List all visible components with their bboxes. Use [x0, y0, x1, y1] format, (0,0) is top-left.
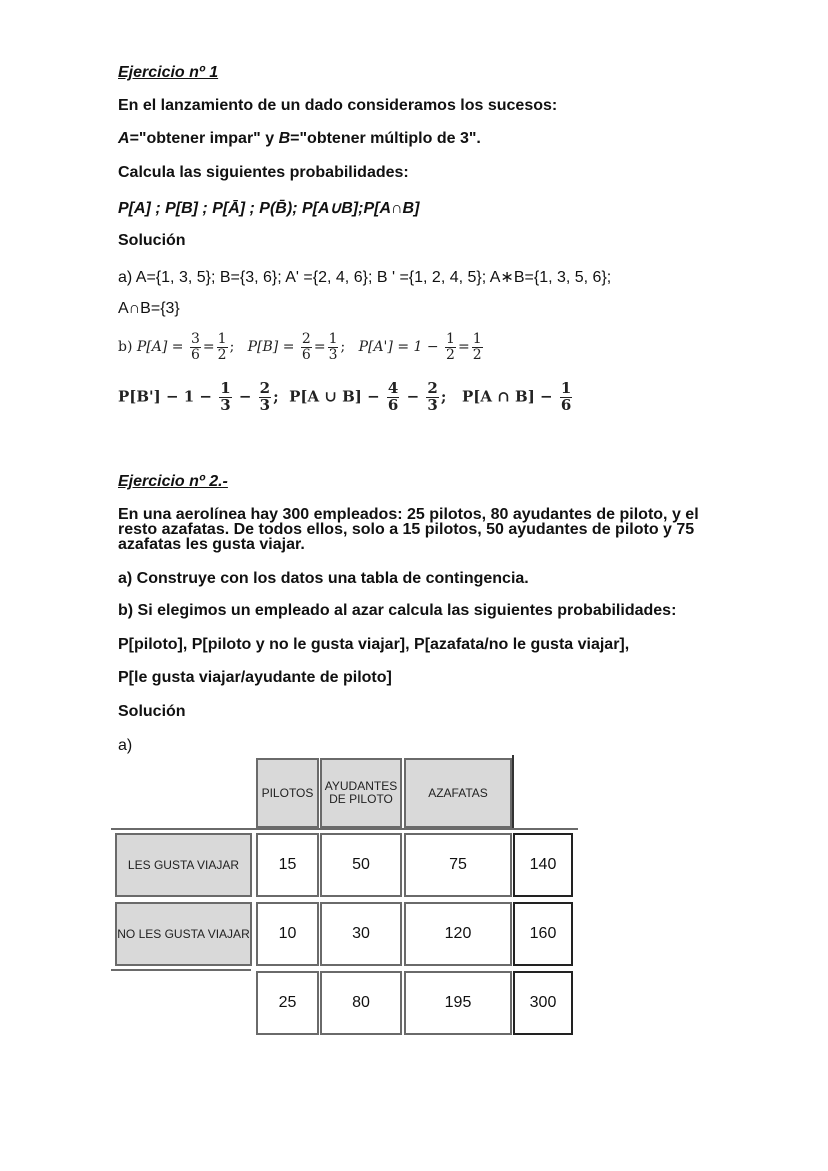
table-cell: 15: [256, 833, 319, 897]
table-divider: [111, 828, 578, 830]
exercise-1-solution-b-line1: b) P[A] = $\frac{3}{6}$ = $\frac{1}{2}$ ; P[B] = $\frac{2}{6}$ = $\frac{1}{3}$ ; P[A'] = 1 − $\frac{1}{2}$ = $\frac{1}{2}$: [118, 331, 482, 363]
p-b-complement-label: P[B'] − 1 −: [118, 387, 212, 406]
table-cell: 30: [320, 902, 402, 966]
fraction: $\frac{1}{2}$: [217, 331, 227, 363]
column-total: 195: [404, 971, 512, 1035]
table-divider: [512, 755, 514, 828]
exercise-2-statement: En una aerolínea hay 300 empleados: 25 pilotos, 80 ayudantes de piloto, y el resto azafatas. De todos ellos, solo a 15 pilotos, 50 ayudantes de piloto y 75 azafatas les gusta viajar.: [118, 506, 699, 553]
column-header-pilotos: PILOTOS: [256, 758, 319, 828]
exercise-2-part-a: a) Construye con los datos una tabla de contingencia.: [118, 570, 529, 587]
exercise-1-solution-label: Solución: [118, 232, 186, 249]
event-b-definition: ="obtener múltiplo de 3".: [290, 130, 481, 147]
p-a-complement-label: P[A'] = 1 −: [358, 339, 439, 356]
grand-total: 300: [513, 971, 573, 1035]
fraction: $\frac{1}{3}$: [328, 331, 338, 363]
fraction: $\frac{2}{3}$: [259, 379, 271, 414]
p-intersection-label: P[A ∩ B] −: [462, 387, 553, 406]
p-b-label: P[B] =: [247, 339, 295, 356]
column-header-ayudantes: AYUDANTES DE PILOTO: [320, 758, 402, 828]
exercise-1-probabilities: P[A] ; P[B] ; P[Ā] ; P(B̄); P[A∪B];P[A∩B]: [118, 200, 420, 217]
exercise-2-part-b: b) Si elegimos un empleado al azar calcula las siguientes probabilidades:: [118, 602, 677, 619]
table-cell: 120: [404, 902, 512, 966]
column-total: 80: [320, 971, 402, 1035]
fraction: $\frac{4}{6}$: [387, 379, 399, 414]
p-a-label: P[A] =: [136, 339, 184, 356]
table-cell: 10: [256, 902, 319, 966]
row-total: 140: [513, 833, 573, 897]
fraction: $\frac{1}{3}$: [220, 379, 231, 414]
fraction: $\frac{1}{2}$: [472, 331, 482, 363]
exercise-1-intro: En el lanzamiento de un dado consideramos los sucesos:: [118, 97, 558, 114]
event-b-label: B: [278, 130, 291, 147]
row-total: 160: [513, 902, 573, 966]
exercise-2-solution-label: Solución: [118, 703, 186, 720]
table-cell: 75: [404, 833, 512, 897]
exercise-1-ask: Calcula las siguientes probabilidades:: [118, 164, 409, 181]
exercise-1-solution-a-line2: A∩B={3}: [118, 300, 180, 317]
fraction: $\frac{3}{6}$: [190, 331, 200, 363]
exercise-2-solution-a-label: a): [118, 737, 133, 754]
table-cell: 50: [320, 833, 402, 897]
row-header-les-gusta: LES GUSTA VIAJAR: [115, 833, 252, 897]
exercise-1-solution-b-line2: P[B'] − 1 − $\frac{1}{3}$ − $\frac{2}{3}$ ; P[A ∪ B] − $\frac{4}{6}$ − $\frac{2}{3}$ ; P[A ∩ B] − $\frac{1}{6}$: [118, 379, 572, 414]
column-total: 25: [256, 971, 319, 1035]
row-header-no-les-gusta: NO LES GUSTA VIAJAR: [115, 902, 252, 966]
exercise-2-probabilities-line2: P[le gusta viajar/ayudante de piloto]: [118, 669, 392, 686]
p-union-label: P[A ∪ B] −: [289, 387, 380, 406]
fraction: $\frac{1}{6}$: [560, 379, 572, 414]
exercise-1-events: [118, 130, 481, 148]
fraction: $\frac{1}{2}$: [446, 331, 455, 363]
table-divider: [111, 969, 251, 971]
event-a-label: A: [118, 130, 130, 147]
event-a-definition: ="obtener impar" y: [129, 130, 279, 147]
exercise-2-probabilities-line1: P[piloto], P[piloto y no le gusta viajar], P[azafata/no le gusta viajar],: [118, 636, 630, 653]
exercise-2-title: Ejercicio nº 2.-: [118, 473, 228, 490]
exercise-1-title: Ejercicio nº 1: [118, 64, 219, 81]
fraction: $\frac{2}{3}$: [427, 379, 438, 414]
fraction: $\frac{2}{6}$: [301, 331, 311, 363]
solution-b-prefix: b): [118, 339, 133, 356]
exercise-1-solution-a-line1: a) A={1, 3, 5}; B={3, 6}; A' ={2, 4, 6}; B ' ={1, 2, 4, 5}; A∗B={1, 3, 5, 6};: [118, 269, 612, 286]
column-header-azafatas: AZAFATAS: [404, 758, 512, 828]
